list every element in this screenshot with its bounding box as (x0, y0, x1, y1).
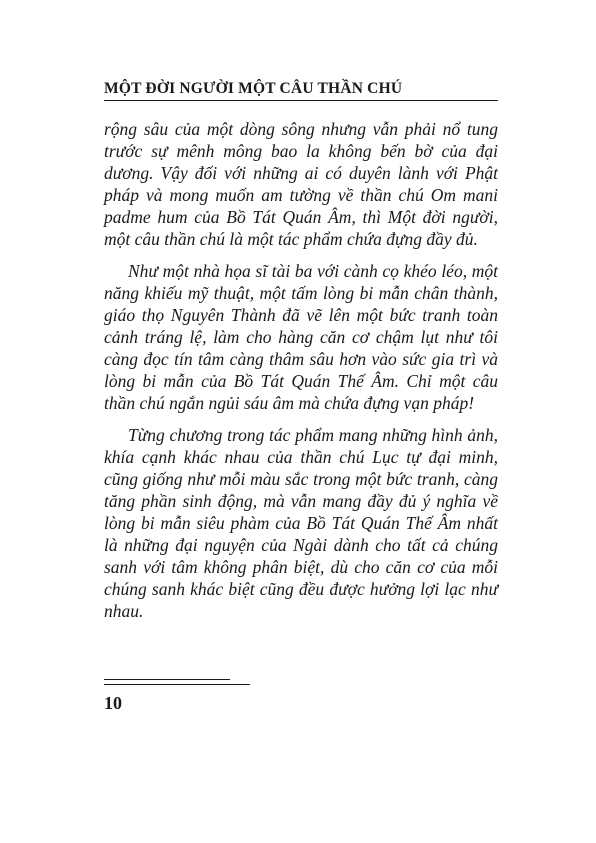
footer-rule-top (104, 679, 230, 680)
running-header: MỘT ĐỜI NGƯỜI MỘT CÂU THẦN CHÚ (104, 80, 403, 97)
page-number: 10 (104, 693, 122, 713)
header-rule (104, 100, 498, 101)
footer-rule-bottom (104, 684, 250, 685)
paragraph-3: Từng chương trong tác phẩm mang những hình ảnh, khía cạnh khác nhau của thần chú Lục tự đại minh, cũng giống như mỗi màu sắc trong một bức tranh, càng tăng phần sinh động, mà vẫn mang đầy đủ ý nghĩa về lòng bi mẫn siêu phàm của Bồ Tát Quán Thế Âm nhất là những đại nguyện của Ngài dành cho tất cả chúng sanh với tâm không phân biệt, dù cho căn cơ của mỗi chúng sanh khác biệt cũng đều được hưởng lợi lạc như nhau. (104, 425, 498, 621)
paragraph-2: Như một nhà họa sĩ tài ba với cành cọ khéo léo, một năng khiếu mỹ thuật, một tấm lòng bi mẫn chân thành, giáo thọ Nguyên Thành đã vẽ lên một bức tranh toàn cảnh tráng lệ, làm cho hàng căn cơ chậm lụt như tôi càng đọc tín tâm càng thâm sâu hơn vào sức gia trì và lòng bi mẫn của Bồ Tát Quán Thế Âm. Chỉ một câu thần chú ngắn ngủi sáu âm mà chứa đựng vạn pháp! (104, 261, 498, 413)
body-text (104, 118, 498, 622)
paragraph-1: rộng sâu của một dòng sông nhưng vẫn phải nổ tung trước sự mênh mông bao la không bến bờ của đại dương. Vậy đối với những ai có duyên lành với Phật pháp và mong muốn am tường về thần chú Om mani padme hum của Bồ Tát Quán Âm, thì Một đời người, một câu thần chú là một tác phẩm chứa đựng đầy đủ. (104, 119, 498, 249)
